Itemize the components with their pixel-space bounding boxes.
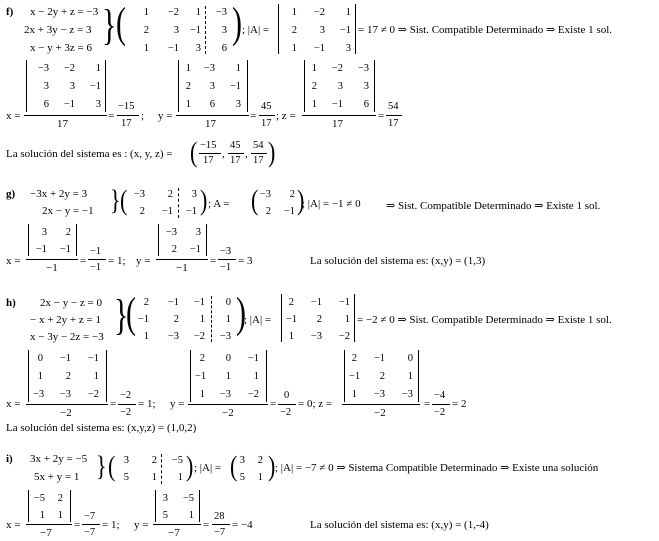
matrix-entry: 3 [195,227,201,238]
matrix-entry: −2 [167,7,179,18]
matrix-entry: 0 [225,297,231,308]
matrix-entry: 5 [162,510,168,521]
matrix-entry: 1 [188,510,194,521]
x-determinant [28,62,104,111]
matrix-entry: 3 [345,43,351,54]
matrix-entry: −1 [59,244,71,255]
paren-right: ) [232,0,242,47]
matrix-entry: 2 [171,244,177,255]
x-denominator: 17 [57,118,68,130]
matrix-entry: −1 [195,371,207,382]
paren-left: ( [116,0,126,47]
matrix-entry: −3 [219,389,231,400]
matrix-entry: −1 [193,297,205,308]
matrix-entry: −2 [331,63,343,74]
label-g: g) [6,188,16,200]
solution-h: La solución del sistema es: (x,y,z) = (1,0,2) [6,422,197,434]
matrix-entry: 1 [39,510,45,521]
matrix-entry: 1 [225,371,231,382]
a-matrix [256,188,298,218]
matrix-entry: −1 [313,43,325,54]
y-determinant [180,62,244,111]
matrix-entry: −1 [229,81,241,92]
matrix-entry: 2 [289,189,295,200]
matrix-entry: 2 [316,314,322,325]
matrix-entry: −1 [167,43,179,54]
x-determinant [30,492,66,522]
matrix-entry: 1 [95,63,101,74]
matrix-entry: 1 [185,63,191,74]
matrix-entry: 0 [225,353,231,364]
det-a-matrix [283,296,353,343]
solution-g: La solución del sistema es: (x,y) = (1,3) [310,255,486,267]
equation-3: x − y + 3z = 6 [30,42,92,54]
matrix-entry: 6 [209,99,215,110]
matrix-entry: 2 [257,455,263,466]
det-a: ; |A| = −1 ≠ 0 [302,198,361,210]
equation-3: x − 3y − 2z = −3 [30,331,104,343]
x-determinant [30,226,74,256]
matrix-entry: −5 [182,493,194,504]
matrix-entry: −1 [87,353,99,364]
matrix-entry: 2 [65,227,71,238]
y-label: y = [134,519,149,531]
matrix-entry: 3 [69,81,75,92]
matrix-entry: 1 [288,331,294,342]
det-a-result: = 17 ≠ 0 ⇒ Sist. Compatible Determinado ⇒ Existe 1 sol. [358,24,613,36]
a-matrix [234,454,266,484]
matrix-entry: −1 [167,297,179,308]
matrix-entry: 2 [311,81,317,92]
matrix-entry: 2 [139,206,145,217]
result-g: ⇒ Sist. Compatible Determinado ⇒ Existe 1 sol. [386,200,601,212]
x-determinant [30,352,102,401]
matrix-entry: −2 [247,389,259,400]
matrix-entry: 3 [209,81,215,92]
matrix-entry: 1 [345,7,351,18]
y-denominator: 17 [205,118,216,130]
matrix-entry: 3 [319,25,325,36]
matrix-entry: 1 [311,63,317,74]
matrix-entry: −3 [59,389,71,400]
matrix-entry: 1 [253,371,259,382]
matrix-entry: 3 [239,455,245,466]
matrix-entry: −1 [59,353,71,364]
matrix-entry: 1 [177,472,183,483]
equation-1: −3x + 2y = 3 [30,188,88,200]
matrix-entry: −2 [193,331,205,342]
matrix-entry: 1 [407,371,413,382]
equation-2: 2x + 3y − z = 3 [24,24,92,36]
z-determinant [306,62,372,111]
matrix-entry: −1 [247,353,259,364]
matrix-entry: 5 [123,472,129,483]
equation-1: 2x − y − z = 0 [40,297,102,309]
matrix-entry: 2 [291,25,297,36]
matrix-entry: 6 [363,99,369,110]
matrix-entry: 1 [185,99,191,110]
matrix-entry: 1 [199,314,205,325]
matrix-entry: −3 [203,63,215,74]
matrix-entry: 1 [151,472,157,483]
equation-2: − x + 2y + z = 1 [30,314,101,326]
augmented-matrix [126,6,230,55]
matrix-entry: 1 [195,7,201,18]
equation-2: 2x − y = −1 [42,205,94,217]
matrix-entry: −3 [357,63,369,74]
matrix-entry: 2 [143,297,149,308]
matrix-entry: −3 [259,189,271,200]
matrix-entry: −1 [331,99,343,110]
matrix-entry: 6 [221,43,227,54]
matrix-entry: 3 [337,81,343,92]
equation-2: 5x + y = 1 [34,471,80,483]
matrix-entry: −3 [215,7,227,18]
matrix-entry: −1 [189,244,201,255]
matrix-entry: 1 [311,99,317,110]
matrix-entry: 3 [123,455,129,466]
y-determinant [192,352,262,401]
matrix-entry: 3 [221,25,227,36]
matrix-entry: −3 [165,227,177,238]
matrix-entry: 1 [199,389,205,400]
matrix-entry: −1 [349,371,361,382]
matrix-entry: −2 [87,389,99,400]
z-determinant [346,352,416,401]
matrix-entry: −2 [338,331,350,342]
det-a-result: = −2 ≠ 0 ⇒ Sist. Compatible Determinado ⇒ Existe 1 sol. [357,314,612,326]
matrix-entry: 3 [363,81,369,92]
matrix-entry: −1 [89,81,101,92]
matrix-entry: −2 [63,63,75,74]
matrix-entry: 2 [143,25,149,36]
matrix-entry: −3 [37,63,49,74]
y-label: y = [136,255,151,267]
matrix-entry: 2 [167,189,173,200]
det-a-label: ; |A| = [244,314,272,326]
matrix-entry: 2 [173,314,179,325]
matrix-entry: −1 [35,244,47,255]
matrix-entry: 2 [288,297,294,308]
matrix-entry: 2 [199,353,205,364]
matrix-entry: −1 [286,314,298,325]
matrix-entry: −1 [137,314,149,325]
matrix-entry: 3 [195,43,201,54]
divider [205,6,206,54]
matrix-entry: 2 [65,371,71,382]
augmented-matrix [126,188,200,218]
x-label: x = [6,255,21,267]
brace-right: } [102,1,117,49]
x-label: x = [6,519,21,531]
equation-1: x − 2y + z = −3 [30,6,99,18]
matrix-entry: 3 [95,99,101,110]
matrix-entry: −1 [63,99,75,110]
matrix-entry: 1 [143,43,149,54]
det-a-result: ; |A| = −7 ≠ 0 ⇒ Sistema Compatible Determinado ⇒ Existe una solución [275,462,599,474]
a-label: ; A = [208,198,230,210]
matrix-entry: 1 [257,472,263,483]
matrix-entry: 6 [43,99,49,110]
det-a-matrix [280,6,354,55]
matrix-entry: 3 [173,25,179,36]
matrix-entry: 1 [143,331,149,342]
solution-f: La solución del sistema es : (x, y, z) = [6,148,173,160]
matrix-entry: 1 [37,371,43,382]
matrix-entry: −3 [373,389,385,400]
matrix-entry: −5 [171,455,183,466]
matrix-entry: 1 [291,43,297,54]
matrix-entry: 1 [93,371,99,382]
label-i: i) [6,453,13,465]
matrix-entry: −3 [33,389,45,400]
augmented-matrix [132,296,234,343]
matrix-entry: 5 [239,472,245,483]
matrix-entry: 2 [185,81,191,92]
matrix-entry: −1 [283,206,295,217]
matrix-entry: 1 [291,7,297,18]
matrix-entry: −1 [373,353,385,364]
matrix-entry: −1 [185,206,197,217]
matrix-entry: −3 [167,331,179,342]
equation-1: 3x + 2y = −5 [30,453,88,465]
matrix-entry: 2 [57,493,63,504]
matrix-entry: 1 [344,314,350,325]
matrix-entry: −3 [133,189,145,200]
y-label: y = [158,110,173,122]
solution-i: La solución del sistema es: (x,y) = (1,-4) [310,519,489,531]
matrix-entry: −1 [339,25,351,36]
matrix-entry: 3 [191,189,197,200]
label-h: h) [6,297,16,309]
matrix-entry: −2 [313,7,325,18]
matrix-entry: 1 [235,63,241,74]
matrix-entry: 3 [43,81,49,92]
matrix-entry: 3 [162,493,168,504]
matrix-entry: 1 [351,389,357,400]
matrix-entry: 1 [143,7,149,18]
matrix-entry: −1 [189,25,201,36]
matrix-entry: 2 [379,371,385,382]
matrix-entry: −1 [161,206,173,217]
z-denominator: 17 [332,118,343,130]
matrix-entry: −3 [310,331,322,342]
matrix-entry: 2 [351,353,357,364]
det-a-label: ; |A| = [194,462,222,474]
matrix-entry: −1 [338,297,350,308]
matrix-entry: −1 [310,297,322,308]
augmented-matrix [114,454,186,484]
matrix-entry: 0 [407,353,413,364]
matrix-entry: −3 [401,389,413,400]
matrix-entry: 2 [151,455,157,466]
x-label: x = [6,110,21,122]
matrix-entry: −5 [33,493,45,504]
matrix-entry: 3 [41,227,47,238]
matrix-entry: 1 [225,314,231,325]
y-determinant [160,226,204,256]
matrix-entry: 2 [265,206,271,217]
det-a-label: ; |A| = [242,24,270,36]
y-determinant [157,492,197,522]
matrix-entry: −3 [219,331,231,342]
matrix-entry: 1 [57,510,63,521]
x-label: x = [6,398,21,410]
matrix-entry: 3 [235,99,241,110]
label-f: f) [6,6,14,18]
y-label: y = [170,398,185,410]
matrix-entry: 0 [37,353,43,364]
